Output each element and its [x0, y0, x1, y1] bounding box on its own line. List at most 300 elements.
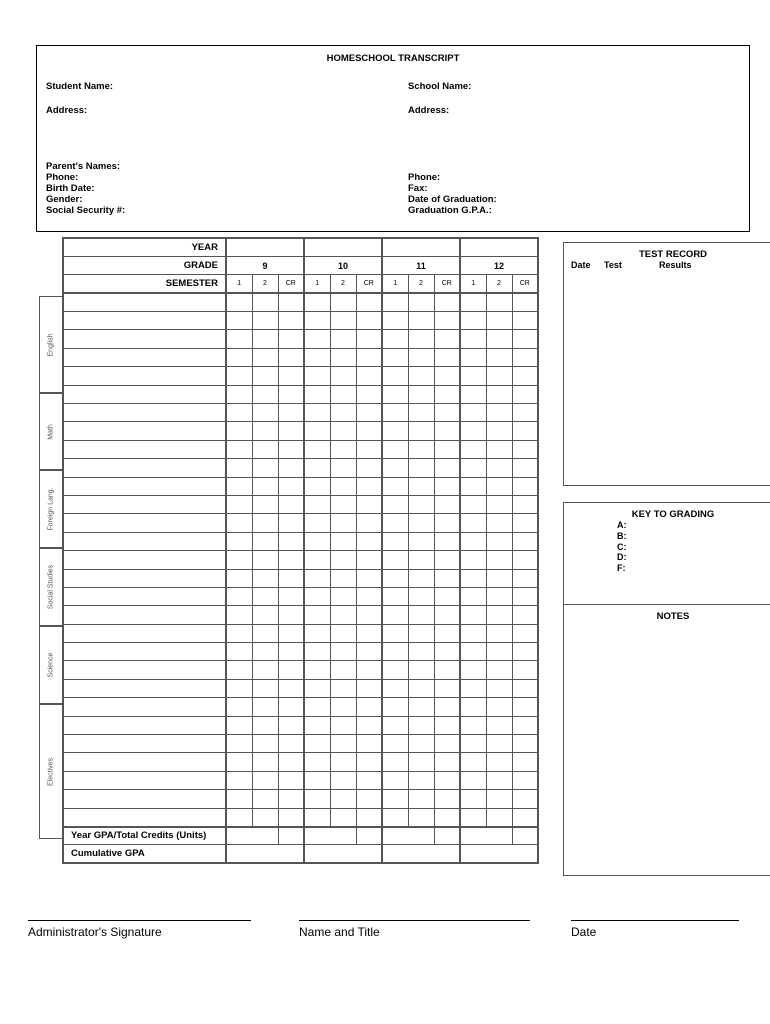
credit-cell[interactable]	[278, 495, 304, 513]
grade-cell[interactable]	[408, 514, 434, 532]
grade-cell[interactable]	[252, 514, 278, 532]
grade-cell[interactable]	[408, 459, 434, 477]
credit-cell[interactable]	[356, 587, 382, 605]
course-name-cell[interactable]	[63, 367, 226, 385]
credit-cell[interactable]	[512, 312, 538, 330]
course-name-cell[interactable]	[63, 679, 226, 697]
grade-cell[interactable]	[486, 606, 512, 624]
course-name-cell[interactable]	[63, 495, 226, 513]
grade-cell[interactable]	[486, 514, 512, 532]
credit-cell[interactable]	[278, 477, 304, 495]
grade-cell[interactable]	[304, 440, 330, 458]
course-name-cell[interactable]	[63, 624, 226, 642]
grade-cell[interactable]	[330, 514, 356, 532]
grade-cell[interactable]	[252, 495, 278, 513]
grade-cell[interactable]	[330, 808, 356, 826]
grade-cell[interactable]	[460, 422, 486, 440]
credit-cell[interactable]	[356, 679, 382, 697]
grade-cell[interactable]	[460, 643, 486, 661]
course-name-cell[interactable]	[63, 551, 226, 569]
grade-cell[interactable]	[408, 532, 434, 550]
grade-cell[interactable]	[226, 404, 252, 422]
credit-cell[interactable]	[356, 753, 382, 771]
grade-cell[interactable]	[330, 735, 356, 753]
grade-cell[interactable]	[486, 293, 512, 311]
grade-cell[interactable]	[226, 808, 252, 826]
grade-cell[interactable]	[304, 459, 330, 477]
credit-cell[interactable]	[434, 459, 460, 477]
course-name-cell[interactable]	[63, 459, 226, 477]
credit-cell[interactable]	[356, 643, 382, 661]
grade-cell[interactable]	[486, 698, 512, 716]
grade-cell[interactable]	[226, 551, 252, 569]
credit-cell[interactable]	[278, 348, 304, 366]
grade-cell[interactable]	[252, 385, 278, 403]
credit-cell[interactable]	[356, 716, 382, 734]
credit-cell[interactable]	[434, 716, 460, 734]
credit-cell[interactable]	[278, 440, 304, 458]
credit-cell[interactable]	[512, 643, 538, 661]
credit-cell[interactable]	[434, 587, 460, 605]
grade-cell[interactable]	[330, 495, 356, 513]
grade-cell[interactable]	[408, 367, 434, 385]
grade-cell[interactable]	[408, 385, 434, 403]
grade-cell[interactable]	[304, 404, 330, 422]
grade-cell[interactable]	[486, 643, 512, 661]
credit-cell[interactable]	[278, 624, 304, 642]
grade-cell[interactable]	[226, 661, 252, 679]
grade-cell[interactable]	[252, 330, 278, 348]
grade-cell[interactable]	[252, 753, 278, 771]
credit-cell[interactable]	[434, 735, 460, 753]
credit-cell[interactable]	[356, 624, 382, 642]
grade-cell[interactable]	[460, 808, 486, 826]
grade-cell[interactable]	[460, 440, 486, 458]
grade-cell[interactable]	[226, 495, 252, 513]
year-credits-cell[interactable]	[434, 827, 460, 845]
grade-cell[interactable]	[408, 753, 434, 771]
credit-cell[interactable]	[434, 495, 460, 513]
credit-cell[interactable]	[434, 698, 460, 716]
grade-cell[interactable]	[460, 587, 486, 605]
grade-cell[interactable]	[226, 679, 252, 697]
grade-cell[interactable]	[304, 348, 330, 366]
grade-cell[interactable]	[486, 477, 512, 495]
credit-cell[interactable]	[512, 348, 538, 366]
course-name-cell[interactable]	[63, 385, 226, 403]
credit-cell[interactable]	[512, 422, 538, 440]
grade-cell[interactable]	[226, 330, 252, 348]
credit-cell[interactable]	[356, 808, 382, 826]
grade-cell[interactable]	[330, 624, 356, 642]
grade-cell[interactable]	[486, 330, 512, 348]
course-name-cell[interactable]	[63, 477, 226, 495]
credit-cell[interactable]	[434, 551, 460, 569]
grade-cell[interactable]	[226, 771, 252, 789]
credit-cell[interactable]	[434, 514, 460, 532]
grade-cell[interactable]	[408, 698, 434, 716]
grade-cell[interactable]	[252, 569, 278, 587]
grade-cell[interactable]	[226, 569, 252, 587]
credit-cell[interactable]	[434, 385, 460, 403]
grade-cell[interactable]	[252, 679, 278, 697]
grade-cell[interactable]	[382, 716, 408, 734]
grade-cell[interactable]	[304, 698, 330, 716]
grade-cell[interactable]	[382, 551, 408, 569]
grade-cell[interactable]	[382, 808, 408, 826]
credit-cell[interactable]	[434, 790, 460, 808]
grade-cell[interactable]	[252, 532, 278, 550]
grade-cell[interactable]	[304, 587, 330, 605]
credit-cell[interactable]	[512, 477, 538, 495]
course-name-cell[interactable]	[63, 587, 226, 605]
grade-cell[interactable]	[304, 716, 330, 734]
credit-cell[interactable]	[356, 771, 382, 789]
grade-cell[interactable]	[486, 551, 512, 569]
grade-cell[interactable]	[408, 716, 434, 734]
grade-cell[interactable]	[226, 385, 252, 403]
grade-cell[interactable]	[460, 348, 486, 366]
credit-cell[interactable]	[356, 348, 382, 366]
grade-cell[interactable]	[486, 735, 512, 753]
grade-cell[interactable]	[252, 477, 278, 495]
credit-cell[interactable]	[356, 514, 382, 532]
course-name-cell[interactable]	[63, 643, 226, 661]
grade-cell[interactable]	[408, 790, 434, 808]
grade-cell[interactable]	[382, 790, 408, 808]
credit-cell[interactable]	[512, 330, 538, 348]
grade-cell[interactable]	[408, 495, 434, 513]
grade-cell[interactable]	[252, 661, 278, 679]
year-gpa-cell[interactable]	[304, 827, 356, 845]
grade-cell[interactable]	[330, 643, 356, 661]
grade-cell[interactable]	[408, 404, 434, 422]
grade-cell[interactable]	[226, 643, 252, 661]
grade-cell[interactable]	[252, 312, 278, 330]
credit-cell[interactable]	[356, 495, 382, 513]
grade-cell[interactable]	[304, 624, 330, 642]
grade-cell[interactable]	[382, 348, 408, 366]
grade-cell[interactable]	[408, 477, 434, 495]
grade-cell[interactable]	[330, 679, 356, 697]
course-name-cell[interactable]	[63, 514, 226, 532]
date-line[interactable]	[571, 920, 739, 921]
grade-cell[interactable]	[382, 422, 408, 440]
grade-cell[interactable]	[330, 698, 356, 716]
grade-cell[interactable]	[226, 440, 252, 458]
grade-cell[interactable]	[330, 440, 356, 458]
grade-cell[interactable]	[408, 624, 434, 642]
grade-cell[interactable]	[486, 753, 512, 771]
grade-cell[interactable]	[304, 606, 330, 624]
year-gpa-cell[interactable]	[226, 827, 278, 845]
grade-cell[interactable]	[304, 477, 330, 495]
course-name-cell[interactable]	[63, 569, 226, 587]
credit-cell[interactable]	[278, 587, 304, 605]
credit-cell[interactable]	[512, 569, 538, 587]
grade-cell[interactable]	[304, 679, 330, 697]
grade-cell[interactable]	[226, 293, 252, 311]
grade-cell[interactable]	[460, 661, 486, 679]
credit-cell[interactable]	[512, 771, 538, 789]
grade-cell[interactable]	[460, 293, 486, 311]
grade-cell[interactable]	[486, 771, 512, 789]
credit-cell[interactable]	[512, 385, 538, 403]
grade-cell[interactable]	[226, 624, 252, 642]
credit-cell[interactable]	[512, 716, 538, 734]
grade-cell[interactable]	[304, 643, 330, 661]
credit-cell[interactable]	[278, 514, 304, 532]
credit-cell[interactable]	[434, 477, 460, 495]
cumulative-gpa-cell[interactable]	[460, 845, 538, 863]
grade-cell[interactable]	[226, 532, 252, 550]
grade-cell[interactable]	[382, 459, 408, 477]
grade-cell[interactable]	[408, 771, 434, 789]
grade-cell[interactable]	[486, 459, 512, 477]
grade-cell[interactable]	[304, 514, 330, 532]
grade-cell[interactable]	[486, 679, 512, 697]
grade-cell[interactable]	[226, 514, 252, 532]
credit-cell[interactable]	[434, 422, 460, 440]
credit-cell[interactable]	[512, 661, 538, 679]
grade-cell[interactable]	[330, 753, 356, 771]
credit-cell[interactable]	[512, 790, 538, 808]
grade-cell[interactable]	[460, 477, 486, 495]
grade-cell[interactable]	[408, 679, 434, 697]
grade-cell[interactable]	[304, 367, 330, 385]
grade-cell[interactable]	[382, 624, 408, 642]
year-cell[interactable]	[382, 238, 460, 256]
grade-cell[interactable]	[304, 385, 330, 403]
grade-cell[interactable]	[304, 735, 330, 753]
grade-cell[interactable]	[382, 587, 408, 605]
year-cell[interactable]	[460, 238, 538, 256]
credit-cell[interactable]	[434, 404, 460, 422]
grade-cell[interactable]	[252, 459, 278, 477]
credit-cell[interactable]	[278, 312, 304, 330]
grade-cell[interactable]	[330, 367, 356, 385]
grade-cell[interactable]	[304, 569, 330, 587]
credit-cell[interactable]	[356, 404, 382, 422]
grade-cell[interactable]	[252, 587, 278, 605]
credit-cell[interactable]	[356, 551, 382, 569]
credit-cell[interactable]	[434, 440, 460, 458]
credit-cell[interactable]	[356, 661, 382, 679]
credit-cell[interactable]	[278, 404, 304, 422]
grade-cell[interactable]	[330, 422, 356, 440]
grade-cell[interactable]	[304, 771, 330, 789]
grade-cell[interactable]	[460, 698, 486, 716]
grade-cell[interactable]	[252, 698, 278, 716]
cumulative-gpa-cell[interactable]	[382, 845, 460, 863]
grade-cell[interactable]	[486, 440, 512, 458]
grade-cell[interactable]	[304, 790, 330, 808]
credit-cell[interactable]	[356, 367, 382, 385]
credit-cell[interactable]	[512, 514, 538, 532]
credit-cell[interactable]	[278, 385, 304, 403]
credit-cell[interactable]	[278, 643, 304, 661]
course-name-cell[interactable]	[63, 348, 226, 366]
credit-cell[interactable]	[356, 790, 382, 808]
grade-cell[interactable]	[382, 532, 408, 550]
grade-cell[interactable]	[382, 698, 408, 716]
grade-cell[interactable]	[382, 753, 408, 771]
credit-cell[interactable]	[512, 459, 538, 477]
grade-cell[interactable]	[382, 293, 408, 311]
credit-cell[interactable]	[356, 477, 382, 495]
grade-cell[interactable]	[226, 698, 252, 716]
year-credits-cell[interactable]	[512, 827, 538, 845]
credit-cell[interactable]	[434, 606, 460, 624]
grade-cell[interactable]	[252, 643, 278, 661]
course-name-cell[interactable]	[63, 716, 226, 734]
grade-cell[interactable]	[486, 348, 512, 366]
credit-cell[interactable]	[278, 569, 304, 587]
grade-cell[interactable]	[226, 753, 252, 771]
grade-cell[interactable]	[304, 808, 330, 826]
credit-cell[interactable]	[278, 551, 304, 569]
grade-cell[interactable]	[226, 735, 252, 753]
credit-cell[interactable]	[278, 679, 304, 697]
credit-cell[interactable]	[434, 330, 460, 348]
grade-cell[interactable]	[408, 606, 434, 624]
credit-cell[interactable]	[434, 771, 460, 789]
grade-cell[interactable]	[408, 312, 434, 330]
cumulative-gpa-cell[interactable]	[304, 845, 382, 863]
grade-cell[interactable]	[486, 569, 512, 587]
credit-cell[interactable]	[356, 312, 382, 330]
grade-cell[interactable]	[330, 532, 356, 550]
grade-cell[interactable]	[486, 587, 512, 605]
grade-cell[interactable]	[330, 312, 356, 330]
grade-cell[interactable]	[382, 495, 408, 513]
grade-cell[interactable]	[382, 771, 408, 789]
credit-cell[interactable]	[512, 532, 538, 550]
course-name-cell[interactable]	[63, 661, 226, 679]
grade-cell[interactable]	[408, 440, 434, 458]
grade-cell[interactable]	[330, 330, 356, 348]
credit-cell[interactable]	[512, 293, 538, 311]
grade-cell[interactable]	[460, 330, 486, 348]
grade-cell[interactable]	[408, 661, 434, 679]
credit-cell[interactable]	[512, 587, 538, 605]
grade-cell[interactable]	[382, 606, 408, 624]
grade-cell[interactable]	[460, 551, 486, 569]
admin-signature-line[interactable]	[28, 920, 251, 921]
grade-cell[interactable]	[252, 422, 278, 440]
credit-cell[interactable]	[434, 753, 460, 771]
credit-cell[interactable]	[434, 532, 460, 550]
grade-cell[interactable]	[408, 808, 434, 826]
credit-cell[interactable]	[512, 404, 538, 422]
grade-cell[interactable]	[382, 477, 408, 495]
credit-cell[interactable]	[512, 440, 538, 458]
credit-cell[interactable]	[356, 440, 382, 458]
credit-cell[interactable]	[278, 367, 304, 385]
grade-cell[interactable]	[382, 367, 408, 385]
grade-cell[interactable]	[460, 790, 486, 808]
credit-cell[interactable]	[356, 698, 382, 716]
grade-cell[interactable]	[330, 790, 356, 808]
credit-cell[interactable]	[278, 422, 304, 440]
grade-cell[interactable]	[382, 385, 408, 403]
credit-cell[interactable]	[356, 459, 382, 477]
credit-cell[interactable]	[434, 661, 460, 679]
course-name-cell[interactable]	[63, 404, 226, 422]
credit-cell[interactable]	[356, 293, 382, 311]
grade-cell[interactable]	[460, 532, 486, 550]
grade-cell[interactable]	[408, 348, 434, 366]
course-name-cell[interactable]	[63, 293, 226, 311]
credit-cell[interactable]	[434, 808, 460, 826]
grade-cell[interactable]	[382, 404, 408, 422]
grade-cell[interactable]	[226, 367, 252, 385]
credit-cell[interactable]	[512, 551, 538, 569]
grade-cell[interactable]	[330, 716, 356, 734]
credit-cell[interactable]	[356, 735, 382, 753]
year-credits-cell[interactable]	[356, 827, 382, 845]
grade-cell[interactable]	[460, 495, 486, 513]
course-name-cell[interactable]	[63, 735, 226, 753]
grade-cell[interactable]	[460, 735, 486, 753]
grade-cell[interactable]	[252, 790, 278, 808]
credit-cell[interactable]	[434, 679, 460, 697]
grade-cell[interactable]	[382, 312, 408, 330]
grade-cell[interactable]	[330, 587, 356, 605]
grade-cell[interactable]	[304, 551, 330, 569]
grade-cell[interactable]	[486, 716, 512, 734]
credit-cell[interactable]	[434, 293, 460, 311]
grade-cell[interactable]	[460, 679, 486, 697]
course-name-cell[interactable]	[63, 790, 226, 808]
grade-cell[interactable]	[460, 606, 486, 624]
grade-cell[interactable]	[304, 293, 330, 311]
credit-cell[interactable]	[512, 606, 538, 624]
grade-cell[interactable]	[486, 385, 512, 403]
grade-cell[interactable]	[330, 551, 356, 569]
credit-cell[interactable]	[278, 606, 304, 624]
grade-cell[interactable]	[226, 790, 252, 808]
credit-cell[interactable]	[434, 624, 460, 642]
grade-cell[interactable]	[226, 716, 252, 734]
credit-cell[interactable]	[278, 293, 304, 311]
course-name-cell[interactable]	[63, 532, 226, 550]
grade-cell[interactable]	[460, 753, 486, 771]
grade-cell[interactable]	[252, 404, 278, 422]
grade-cell[interactable]	[486, 422, 512, 440]
course-name-cell[interactable]	[63, 440, 226, 458]
grade-cell[interactable]	[252, 440, 278, 458]
grade-cell[interactable]	[486, 624, 512, 642]
grade-cell[interactable]	[226, 459, 252, 477]
grade-cell[interactable]	[408, 569, 434, 587]
credit-cell[interactable]	[512, 753, 538, 771]
grade-cell[interactable]	[460, 312, 486, 330]
grade-cell[interactable]	[252, 367, 278, 385]
grade-cell[interactable]	[252, 771, 278, 789]
grade-cell[interactable]	[382, 440, 408, 458]
grade-cell[interactable]	[252, 735, 278, 753]
year-gpa-cell[interactable]	[382, 827, 434, 845]
cumulative-gpa-cell[interactable]	[226, 845, 304, 863]
credit-cell[interactable]	[356, 385, 382, 403]
credit-cell[interactable]	[434, 348, 460, 366]
grade-cell[interactable]	[382, 514, 408, 532]
grade-cell[interactable]	[304, 422, 330, 440]
credit-cell[interactable]	[278, 330, 304, 348]
grade-cell[interactable]	[408, 422, 434, 440]
credit-cell[interactable]	[278, 790, 304, 808]
